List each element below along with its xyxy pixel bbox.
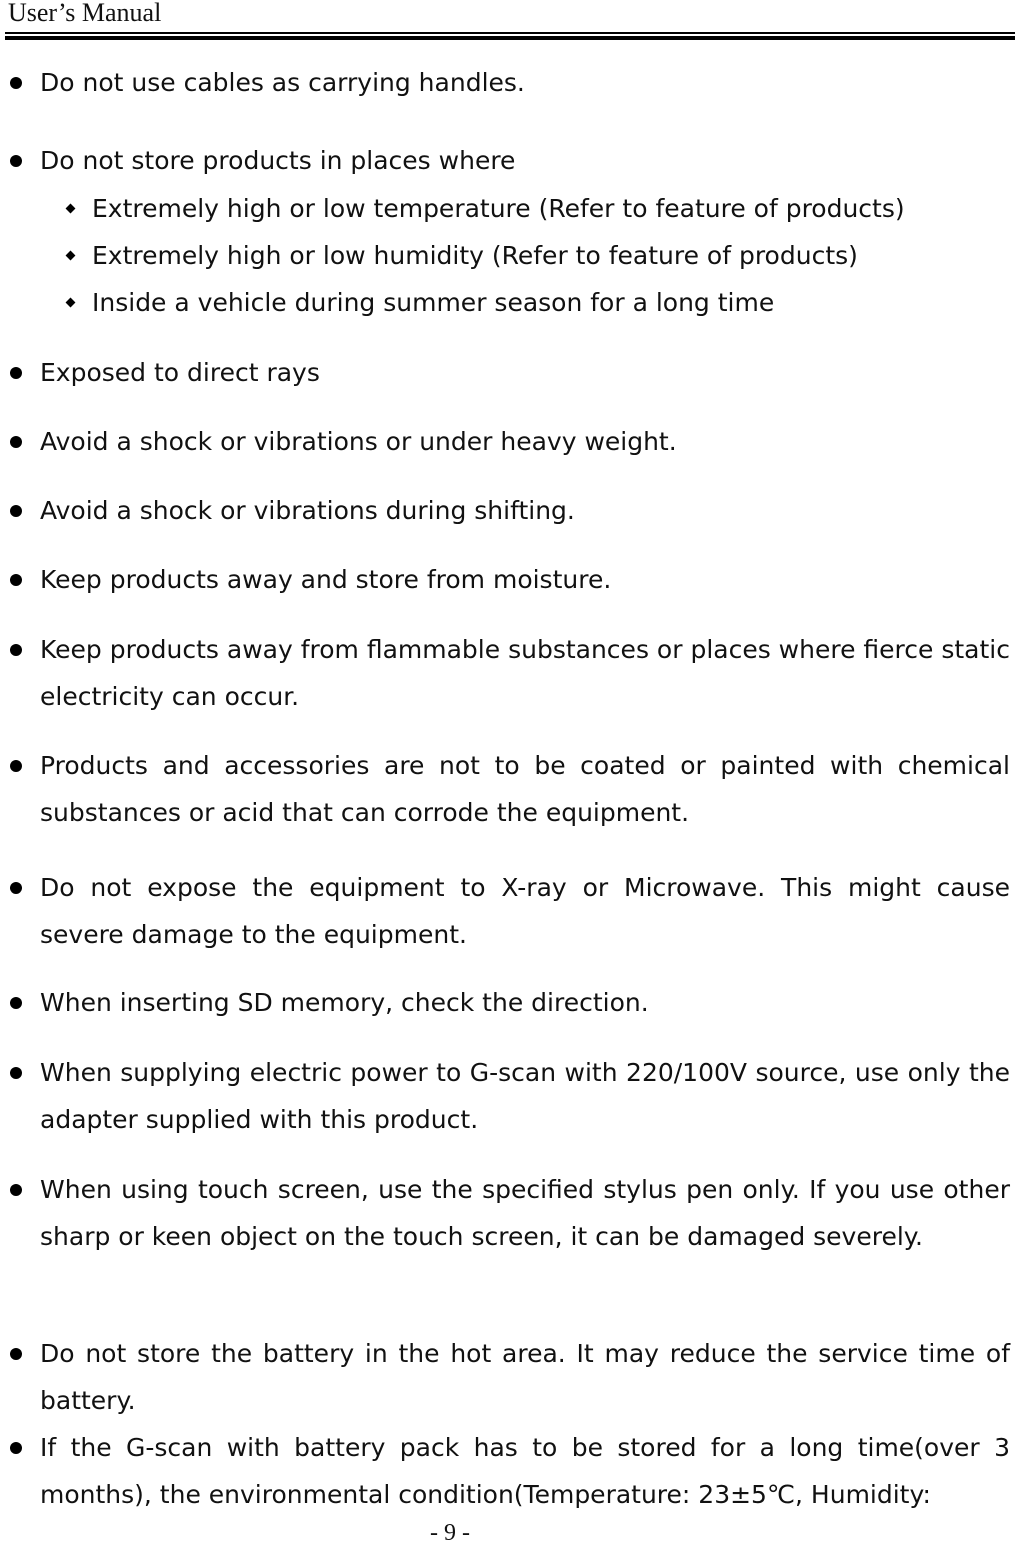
bullet-icon [10, 367, 22, 379]
bullet-icon [10, 1184, 22, 1196]
bullet-icon [10, 1348, 22, 1360]
list-item-text: Do not store the battery in the hot area. It may reduce the service time of battery. [40, 1339, 1010, 1415]
diamond-bullet-icon [66, 298, 76, 308]
list-item-text: Products and accessories are not to be coated or painted with chemical substances or acid that can corrode the equipment. [40, 751, 1010, 827]
bullet-icon [10, 436, 22, 448]
header-title: User’s Manual [8, 0, 162, 27]
sub-list-item-text: Extremely high or low humidity (Refer to feature of products) [92, 241, 858, 270]
diamond-bullet-icon [66, 251, 76, 261]
diamond-bullet-icon [66, 204, 76, 214]
list-item-text: Do not expose the equipment to X-ray or Microwave. This might cause severe damage to the equipment. [40, 873, 1010, 949]
list-item-text: Avoid a shock or vibrations or under heavy weight. [40, 427, 677, 456]
header-divider-thick [5, 36, 1015, 40]
bullet-icon [10, 155, 22, 167]
bullet-icon [10, 505, 22, 517]
sub-list-item-text: Inside a vehicle during summer season for a long time [92, 288, 775, 317]
bullet-icon [10, 1442, 22, 1454]
page-number: - 9 - [430, 1520, 470, 1546]
bullet-icon [10, 997, 22, 1009]
header-divider-thin [5, 32, 1015, 34]
list-item-text: If the G-scan with battery pack has to be stored for a long time(over 3 months), the environmental condition(Temperature: 23±5℃, Humidity: [40, 1433, 1010, 1509]
list-item-text: Keep products away and store from moisture. [40, 565, 612, 594]
list-item-text: When using touch screen, use the specified stylus pen only. If you use other sharp or keen object on the touch screen, it can be damaged severely. [40, 1175, 1010, 1251]
list-item-text: When supplying electric power to G-scan with 220/100V source, use only the adapter supplied with this product. [40, 1058, 1010, 1134]
list-item-text: Do not store products in places where [40, 146, 516, 175]
list-item-text: Exposed to direct rays [40, 358, 320, 387]
list-item-text: Avoid a shock or vibrations during shifting. [40, 496, 575, 525]
bullet-icon [10, 644, 22, 656]
list-item-text: Keep products away from flammable substances or places where fierce static electricity can occur. [40, 635, 1010, 711]
bullet-icon [10, 760, 22, 772]
list-item-text: When inserting SD memory, check the direction. [40, 988, 649, 1017]
bullet-icon [10, 1067, 22, 1079]
sub-list-item-text: Extremely high or low temperature (Refer to feature of products) [92, 194, 905, 223]
bullet-icon [10, 77, 22, 89]
bullet-icon [10, 574, 22, 586]
list-item-text: Do not use cables as carrying handles. [40, 68, 525, 97]
bullet-icon [10, 882, 22, 894]
